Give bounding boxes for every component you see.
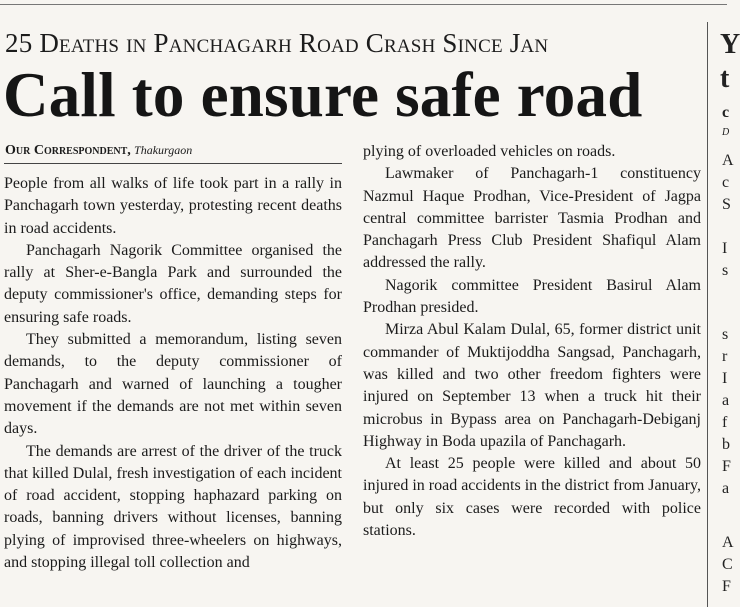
byline-author: Our Correspondent, [5, 143, 131, 158]
paragraph: Lawmaker of Panchagarh-1 constituency Nazmul Haque Prodhan, Vice-President of Jagpa central committee barrister Tasmia Prodhan and Panchagarh Press Club President Shafiqul Alam addressed the rally. [363, 165, 701, 272]
fragment-text: S [722, 196, 731, 213]
byline-location: Thakurgaon [134, 143, 193, 157]
fragment-text: c [722, 174, 730, 191]
fragment-text: I [722, 240, 728, 257]
adjacent-article-fragment [712, 0, 740, 604]
fragment-text: s [722, 262, 729, 279]
paragraph: Nagorik committee President Basirul Alam Prodhan presided. [363, 276, 701, 317]
paragraph: They submitted a memorandum, listing seven demands, to the deputy commissioner of Panchagarh and warned of launching a tougher movement if the demands are not met within seven days. [4, 331, 342, 438]
article-headline: Call to ensure safe road [3, 60, 643, 130]
fragment-text: A [722, 152, 734, 169]
fragment-text: f [722, 414, 728, 431]
fragment-text: Y [720, 29, 740, 60]
fragment-text: b [722, 436, 730, 453]
paragraph: plying of overloaded vehicles on roads. [363, 143, 616, 160]
fragment-text: a [722, 480, 730, 497]
fragment-text: D [722, 127, 730, 138]
fragment-text: C [722, 556, 733, 573]
paragraph: The demands are arrest of the driver of the truck that killed Dulal, fresh investigation of each incident of road accident, stopping haphazard parking on roads, banning drivers without licenses, banning plying of improvised three-wheelers on highways, and stopping illegal toll collection and [4, 442, 342, 572]
article-column-1 [4, 173, 342, 574]
article-column-2 [363, 141, 701, 542]
paragraph: Panchagarh Nagorik Committee organised the rally at Sher-e-Bangla Park and surrounded the deputy commissioner's office, demanding steps for ensuring safe roads. [4, 241, 342, 326]
byline-divider [4, 163, 342, 164]
column-divider [707, 22, 708, 607]
paragraph: At least 25 people were killed and about 50 injured in road accidents in the district from January, but only six cases were recorded with police stations. [363, 455, 701, 540]
paragraph: Mirza Abul Kalam Dulal, 65, former district unit commander of Muktijoddha Sangsad, Panchagarh, was killed and two other freedom fighters were injured on September 13 when a truck hit their microbus in Bypass area on Panchagarh-Debiganj Highway in Boda upazila of Panchagarh. [363, 321, 701, 450]
fragment-text: I [722, 370, 728, 387]
fragment-text: s [722, 326, 729, 343]
fragment-text: A [722, 534, 734, 551]
fragment-text: c [722, 104, 730, 121]
fragment-text: r [722, 348, 728, 365]
fragment-text: F [722, 458, 731, 475]
fragment-text: F [722, 578, 731, 595]
fragment-text: t [720, 63, 730, 94]
paragraph: People from all walks of life took part in a rally in Panchagarh town yesterday, protesting recent deaths in road accidents. [4, 175, 342, 237]
article-kicker: 25 Deaths in Panchagarh Road Crash Since Jan [5, 28, 549, 58]
article-byline [5, 142, 342, 159]
fragment-text: a [722, 392, 730, 409]
